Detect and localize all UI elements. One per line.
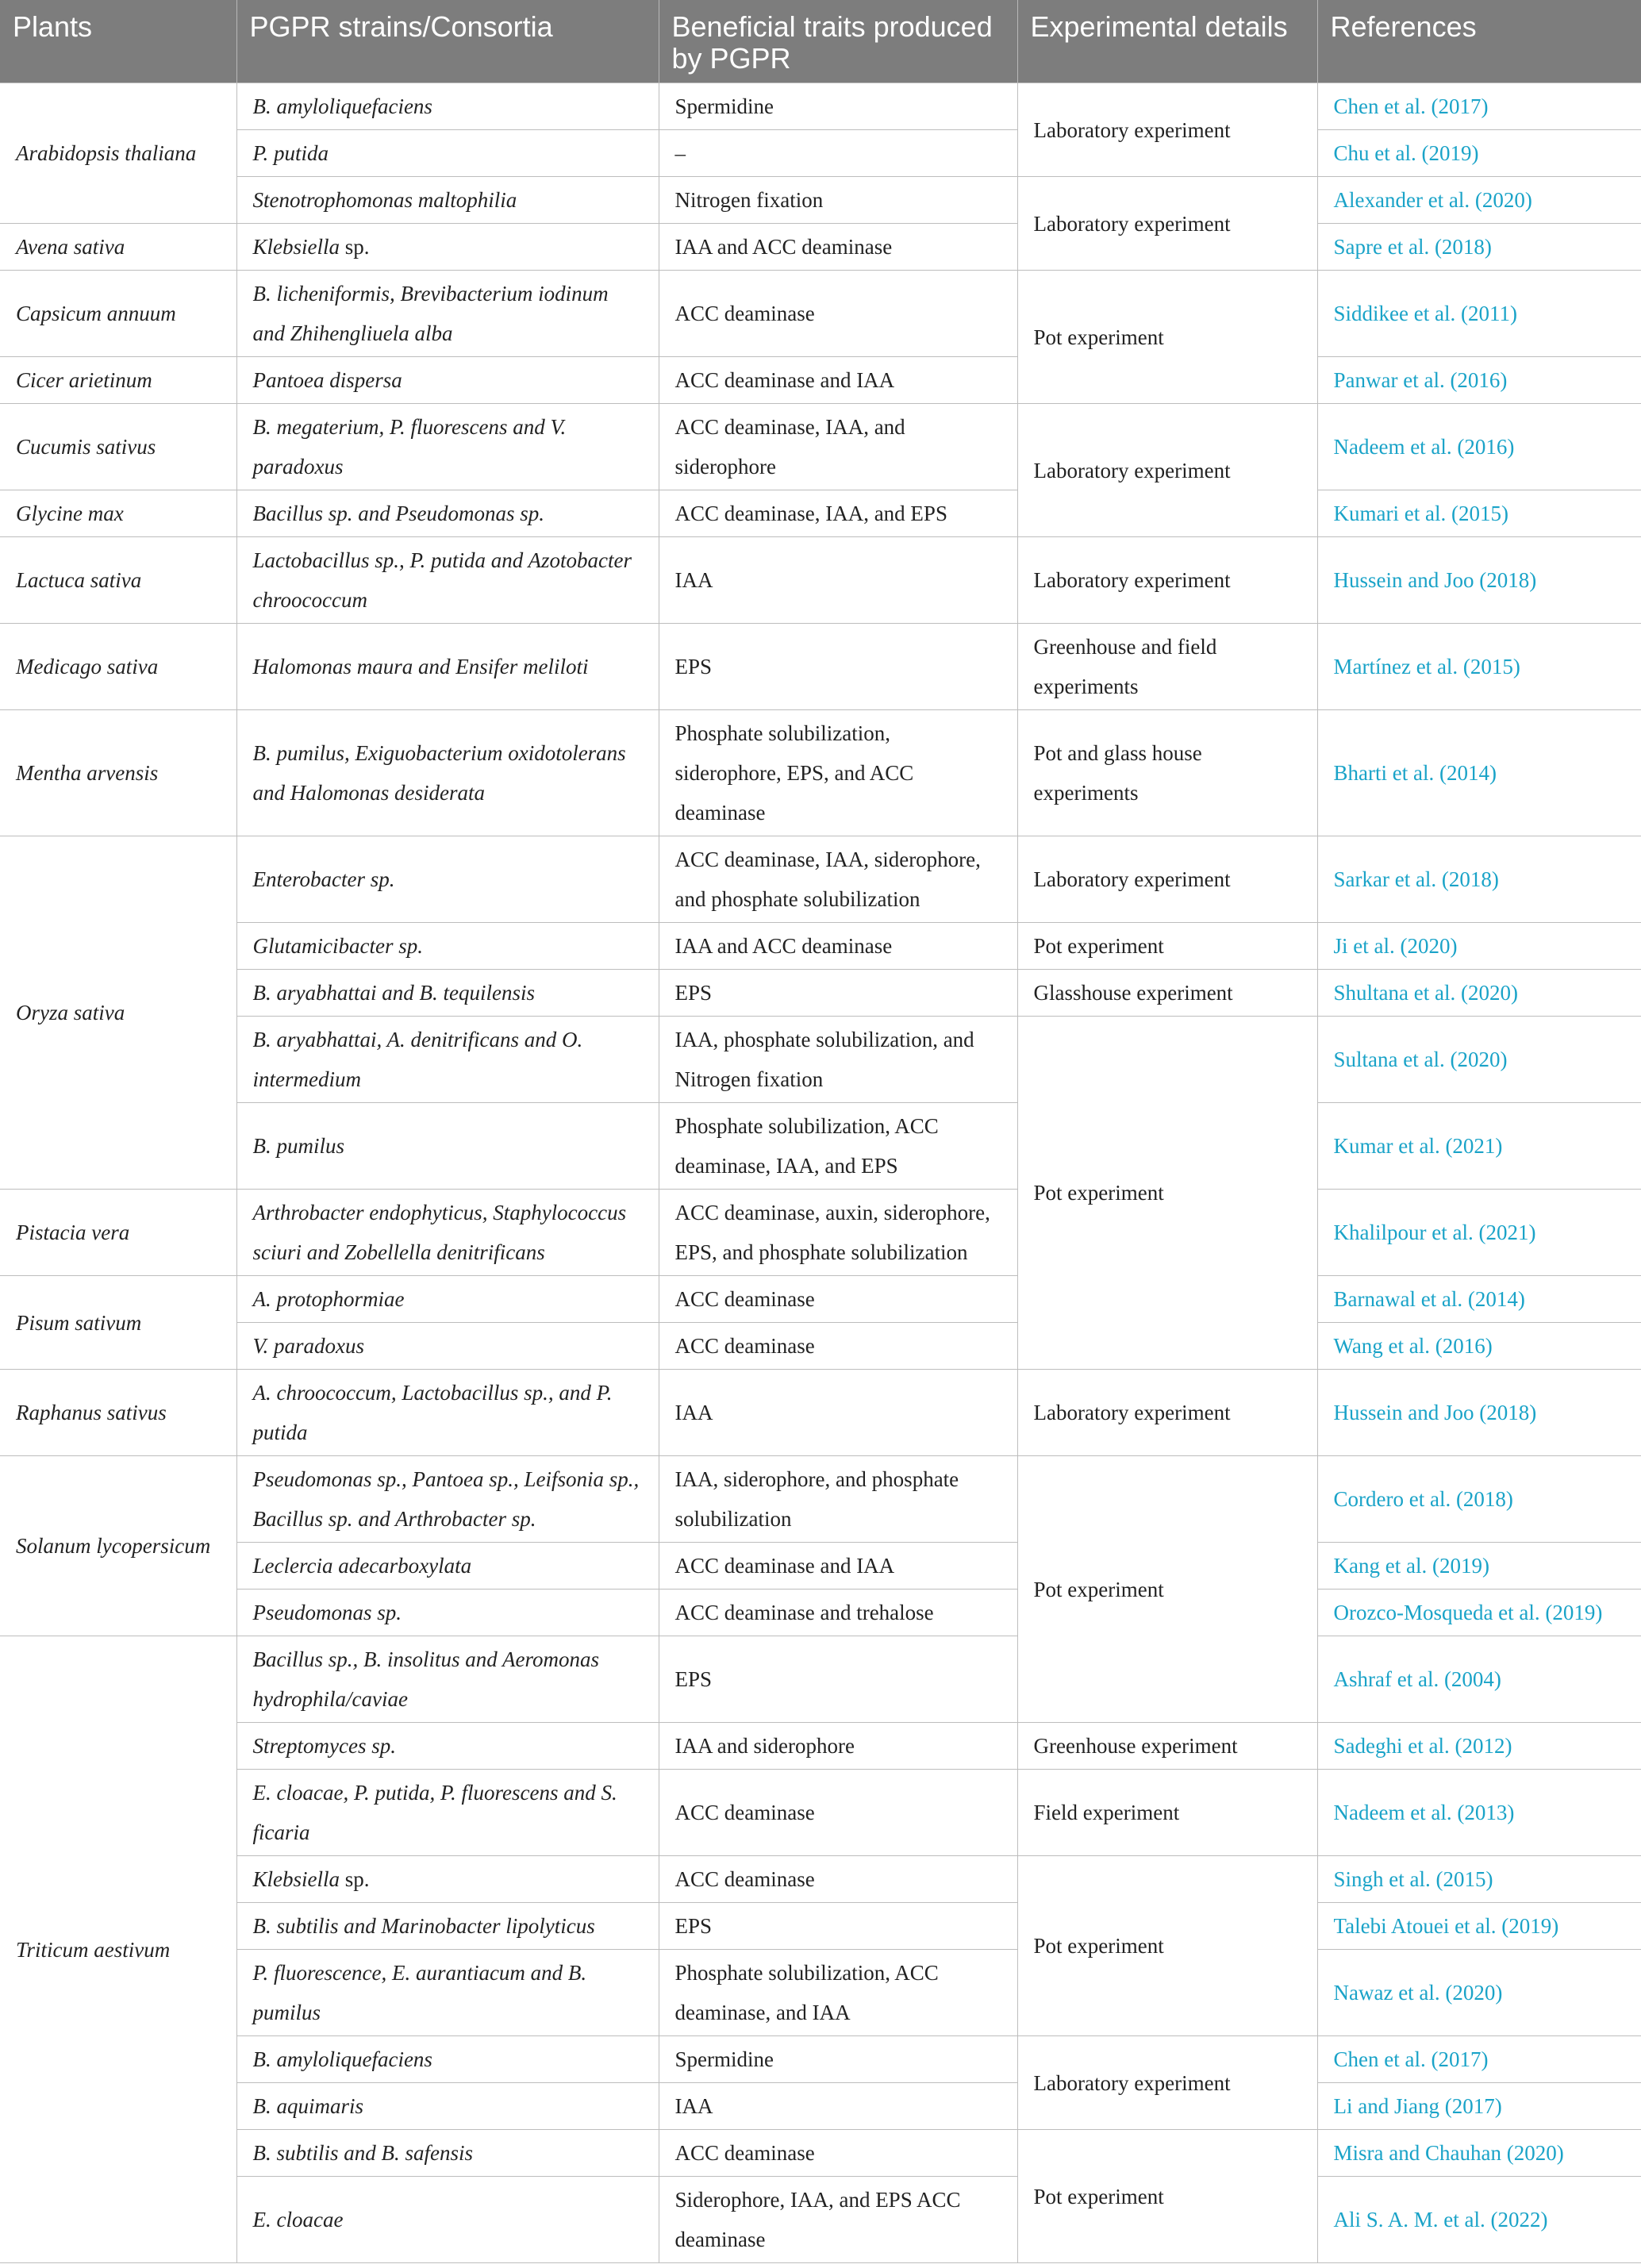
strain-cell: B. aryabhattai, A. denitrificans and O. intermedium [236,1017,659,1103]
trait-cell: ACC deaminase [659,1323,1017,1370]
trait-cell: EPS [659,1903,1017,1950]
plant-cell: Solanum lycopersicum [0,1456,236,1636]
strain-cell: Enterobacter sp. [236,836,659,923]
reference-link[interactable]: Nadeem et al. (2016) [1317,404,1641,490]
reference-link[interactable]: Singh et al. (2015) [1317,1856,1641,1903]
detail-cell: Pot experiment [1017,1456,1317,1723]
reference-link[interactable]: Bharti et al. (2014) [1317,710,1641,836]
trait-cell: ACC deaminase [659,1770,1017,1856]
table-row [0,923,1641,970]
strain-cell: A. chroococcum, Lactobacillus sp., and P. putida [236,1370,659,1456]
table-row [0,1856,1641,1903]
table-row [0,1456,1641,1543]
reference-link[interactable]: Sarkar et al. (2018) [1317,836,1641,923]
trait-cell: EPS [659,624,1017,710]
table-row [0,2130,1641,2177]
plant-cell: Oryza sativa [0,836,236,1190]
reference-link[interactable]: Nawaz et al. (2020) [1317,1950,1641,2036]
strain-genus: Klebsiella [252,1867,340,1891]
trait-cell: ACC deaminase, IAA, and siderophore [659,404,1017,490]
reference-link[interactable]: Chen et al. (2017) [1317,2036,1641,2083]
trait-cell: IAA, phosphate solubilization, and Nitrogen fixation [659,1017,1017,1103]
reference-link[interactable]: Misra and Chauhan (2020) [1317,2130,1641,2177]
reference-link[interactable]: Wang et al. (2016) [1317,1323,1641,1370]
strain-cell: Stenotrophomonas maltophilia [236,177,659,224]
detail-cell: Greenhouse experiment [1017,1723,1317,1770]
strain-cell: Klebsiella sp. [236,1856,659,1903]
table-row [0,271,1641,357]
plant-cell: Triticum aestivum [0,1636,236,2263]
reference-link[interactable]: Shultana et al. (2020) [1317,970,1641,1017]
table-row [0,1017,1641,1103]
reference-link[interactable]: Orozco-Mosqueda et al. (2019) [1317,1590,1641,1636]
detail-cell: Pot experiment [1017,1017,1317,1370]
table-row [0,177,1641,224]
reference-link[interactable]: Kumar et al. (2021) [1317,1103,1641,1190]
plant-cell: Avena sativa [0,224,236,271]
strain-cell: B. aquimaris [236,2083,659,2130]
detail-cell: Laboratory experiment [1017,1370,1317,1456]
trait-cell: ACC deaminase [659,1856,1017,1903]
strain-cell: E. cloacae, P. putida, P. fluorescens and S. ficaria [236,1770,659,1856]
strain-cell: B. subtilis and Marinobacter lipolyticus [236,1903,659,1950]
table-row [0,710,1641,836]
strain-cell: E. cloacae [236,2177,659,2263]
trait-cell: ACC deaminase and IAA [659,357,1017,404]
detail-cell: Laboratory experiment [1017,83,1317,177]
reference-link[interactable]: Sapre et al. (2018) [1317,224,1641,271]
strain-cell: V. paradoxus [236,1323,659,1370]
table-row [0,1276,1641,1323]
trait-cell: IAA and siderophore [659,1723,1017,1770]
reference-link[interactable]: Chu et al. (2019) [1317,130,1641,177]
trait-cell: ACC deaminase, IAA, and EPS [659,490,1017,537]
trait-cell: ACC deaminase and IAA [659,1543,1017,1590]
detail-cell: Greenhouse and field experiments [1017,624,1317,710]
plant-cell: Raphanus sativus [0,1370,236,1456]
table-row [0,1370,1641,1456]
plant-cell: Lactuca sativa [0,537,236,624]
trait-cell: IAA and ACC deaminase [659,923,1017,970]
table-row [0,1770,1641,1856]
trait-cell: ACC deaminase, auxin, siderophore, EPS, and phosphate solubilization [659,1190,1017,1276]
reference-link[interactable]: Kumari et al. (2015) [1317,490,1641,537]
table-row [0,1190,1641,1276]
plant-cell: Mentha arvensis [0,710,236,836]
strain-cell: P. putida [236,130,659,177]
reference-link[interactable]: Khalilpour et al. (2021) [1317,1190,1641,1276]
table-row [0,1103,1641,1190]
detail-cell: Laboratory experiment [1017,404,1317,537]
plant-cell: Arabidopsis thaliana [0,83,236,224]
strain-cell: B. licheniformis, Brevibacterium iodinum and Zhihengliuela alba [236,271,659,357]
reference-link[interactable]: Chen et al. (2017) [1317,83,1641,130]
detail-cell: Pot experiment [1017,1856,1317,2036]
trait-cell: Nitrogen fixation [659,177,1017,224]
plant-cell: Pistacia vera [0,1190,236,1276]
detail-cell: Glasshouse experiment [1017,970,1317,1017]
table-row [0,2177,1641,2263]
table-row [0,1903,1641,1950]
reference-link[interactable]: Sultana et al. (2020) [1317,1017,1641,1103]
reference-link[interactable]: Panwar et al. (2016) [1317,357,1641,404]
table-row [0,490,1641,537]
strain-cell: B. subtilis and B. safensis [236,2130,659,2177]
table-row [0,357,1641,404]
plant-cell: Pisum sativum [0,1276,236,1370]
trait-cell: Spermidine [659,2036,1017,2083]
table-row [0,537,1641,624]
detail-cell: Pot experiment [1017,271,1317,404]
reference-link[interactable]: Ji et al. (2020) [1317,923,1641,970]
trait-cell: ACC deaminase [659,1276,1017,1323]
trait-cell: – [659,130,1017,177]
detail-cell: Pot and glass house experiments [1017,710,1317,836]
detail-cell: Laboratory experiment [1017,2036,1317,2130]
table-row [0,836,1641,923]
strain-cell: Klebsiella sp. [236,224,659,271]
trait-cell: ACC deaminase, IAA, siderophore, and phosphate solubilization [659,836,1017,923]
plant-cell: Capsicum annuum [0,271,236,357]
trait-cell: Spermidine [659,83,1017,130]
table-row [0,1323,1641,1370]
table-row [0,1950,1641,2036]
reference-link[interactable]: Alexander et al. (2020) [1317,177,1641,224]
detail-cell: Field experiment [1017,1770,1317,1856]
strain-cell: Leclercia adecarboxylata [236,1543,659,1590]
trait-cell: ACC deaminase [659,271,1017,357]
reference-link[interactable]: Siddikee et al. (2011) [1317,271,1641,357]
reference-link[interactable]: Hussein and Joo (2018) [1317,537,1641,624]
plant-cell: Glycine max [0,490,236,537]
strain-cell: Lactobacillus sp., P. putida and Azotobacter chroococcum [236,537,659,624]
strain-cell: Streptomyces sp. [236,1723,659,1770]
plant-cell: Cucumis sativus [0,404,236,490]
table-row [0,404,1641,490]
reference-link[interactable]: Nadeem et al. (2013) [1317,1770,1641,1856]
reference-link[interactable]: Talebi Atouei et al. (2019) [1317,1903,1641,1950]
strain-cell: Pseudomonas sp., Pantoea sp., Leifsonia sp., Bacillus sp. and Arthrobacter sp. [236,1456,659,1543]
table-row [0,224,1641,271]
trait-cell: ACC deaminase and trehalose [659,1590,1017,1636]
trait-cell: IAA [659,2083,1017,2130]
strain-cell: Arthrobacter endophyticus, Staphylococcus sciuri and Zobellella denitrificans [236,1190,659,1276]
header-references: References [1317,0,1641,83]
reference-link[interactable]: Barnawal et al. (2014) [1317,1276,1641,1323]
detail-cell: Laboratory experiment [1017,177,1317,271]
reference-link[interactable]: Martínez et al. (2015) [1317,624,1641,710]
header-row [0,0,1641,83]
strain-cell: Bacillus sp., B. insolitus and Aeromonas hydrophila/caviae [236,1636,659,1723]
detail-cell: Pot experiment [1017,923,1317,970]
table-row [0,2036,1641,2083]
strain-cell: B. pumilus [236,1103,659,1190]
trait-cell: Siderophore, IAA, and EPS ACC deaminase [659,2177,1017,2263]
reference-link[interactable]: Ashraf et al. (2004) [1317,1636,1641,1723]
strain-cell: A. protophormiae [236,1276,659,1323]
trait-cell: EPS [659,1636,1017,1723]
strain-cell: B. amyloliquefaciens [236,83,659,130]
strain-cell: Pantoea dispersa [236,357,659,404]
table-row [0,1723,1641,1770]
strain-cell: B. amyloliquefaciens [236,2036,659,2083]
trait-cell: Phosphate solubilization, ACC deaminase, IAA, and EPS [659,1103,1017,1190]
table-row [0,130,1641,177]
table-row [0,2083,1641,2130]
detail-cell: Laboratory experiment [1017,836,1317,923]
strain-cell: B. aryabhattai and B. tequilensis [236,970,659,1017]
detail-cell: Pot experiment [1017,2130,1317,2263]
trait-cell: EPS [659,970,1017,1017]
reference-link[interactable]: Kang et al. (2019) [1317,1543,1641,1590]
strain-cell: Glutamicibacter sp. [236,923,659,970]
header-plants: Plants [0,0,236,83]
trait-cell: IAA and ACC deaminase [659,224,1017,271]
trait-cell: IAA [659,537,1017,624]
trait-cell: IAA, siderophore, and phosphate solubilization [659,1456,1017,1543]
strain-cell: B. pumilus, Exiguobacterium oxidotolerans and Halomonas desiderata [236,710,659,836]
header-traits: Beneficial traits produced by PGPR [659,0,1017,83]
reference-link[interactable]: Li and Jiang (2017) [1317,2083,1641,2130]
table-row [0,1636,1641,1723]
detail-cell: Laboratory experiment [1017,537,1317,624]
reference-link[interactable]: Cordero et al. (2018) [1317,1456,1641,1543]
reference-link[interactable]: Sadeghi et al. (2012) [1317,1723,1641,1770]
strain-cell: Pseudomonas sp. [236,1590,659,1636]
strain-cell: Bacillus sp. and Pseudomonas sp. [236,490,659,537]
header-details: Experimental details [1017,0,1317,83]
reference-link[interactable]: Ali S. A. M. et al. (2022) [1317,2177,1641,2263]
table-row [0,1590,1641,1636]
strain-genus: Klebsiella [252,235,340,259]
strain-cell: Halomonas maura and Ensifer meliloti [236,624,659,710]
table-row [0,970,1641,1017]
strain-cell: B. megaterium, P. fluorescens and V. paradoxus [236,404,659,490]
strain-cell: P. fluorescence, E. aurantiacum and B. pumilus [236,1950,659,2036]
table-row [0,83,1641,130]
trait-cell: Phosphate solubilization, ACC deaminase, and IAA [659,1950,1017,2036]
plant-cell: Medicago sativa [0,624,236,710]
table-row [0,624,1641,710]
plant-cell: Cicer arietinum [0,357,236,404]
trait-cell: Phosphate solubilization, siderophore, EPS, and ACC deaminase [659,710,1017,836]
table-row [0,1543,1641,1590]
header-strains: PGPR strains/Consortia [236,0,659,83]
trait-cell: IAA [659,1370,1017,1456]
trait-cell: ACC deaminase [659,2130,1017,2177]
reference-link[interactable]: Hussein and Joo (2018) [1317,1370,1641,1456]
